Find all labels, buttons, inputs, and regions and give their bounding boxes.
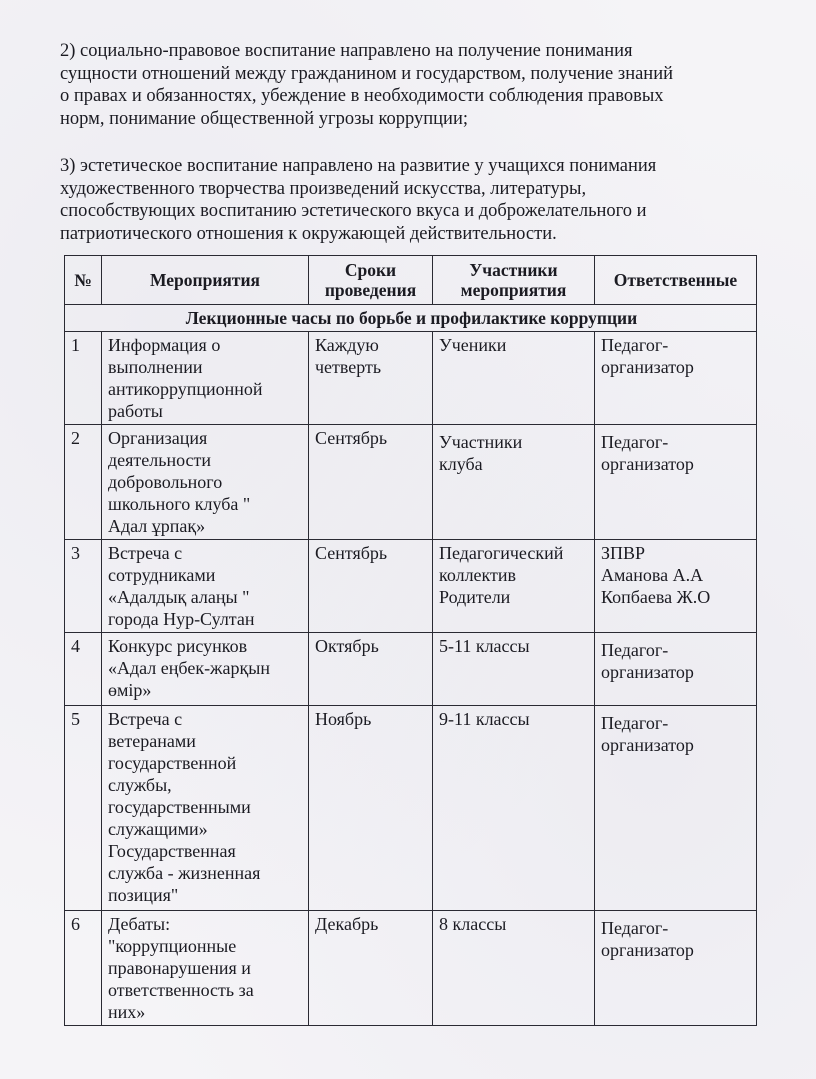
row-responsible: Педагог- организатор xyxy=(595,706,757,911)
row-responsible: Педагог- организатор xyxy=(595,332,757,425)
row-participants: 5-11 классы xyxy=(433,633,595,706)
row-participants: 9-11 классы xyxy=(433,706,595,911)
header-dates: Сроки проведения xyxy=(309,256,433,305)
header-num: № xyxy=(65,256,102,305)
row-num: 1 xyxy=(65,332,102,425)
table-row xyxy=(65,332,757,425)
header-responsible: Ответственные xyxy=(595,256,757,305)
row-responsible: Педагог- организатор xyxy=(595,911,757,1026)
row-participants: 8 классы xyxy=(433,911,595,1026)
row-num: 3 xyxy=(65,540,102,633)
section-title: Лекционные часы по борьбе и профилактике коррупции xyxy=(65,305,757,332)
table-row xyxy=(65,425,757,540)
row-num: 6 xyxy=(65,911,102,1026)
table-row xyxy=(65,633,757,706)
row-num: 5 xyxy=(65,706,102,911)
row-participants: Участники клуба xyxy=(433,425,595,540)
header-event: Мероприятия xyxy=(102,256,309,305)
row-participants: Педагогический коллектив Родители xyxy=(433,540,595,633)
paragraph-aesthetic: 3) эстетическое воспитание направлено на развитие у учащихся понимания художественного творчества произведений искусства, литературы, способствующих воспитанию эстетического вкуса и доброжелательного и патриотического отношения к окружающей действительности. xyxy=(60,156,657,244)
row-dates: Декабрь xyxy=(309,911,433,1026)
row-num: 4 xyxy=(65,633,102,706)
row-event: Дебаты: "коррупционные правонарушения и ответственность за них» xyxy=(102,911,309,1026)
row-dates: Сентябрь xyxy=(309,425,433,540)
row-responsible: ЗПВР Аманова А.А Копбаева Ж.О xyxy=(595,540,757,633)
header-participants: Участники мероприятия xyxy=(433,256,595,305)
row-num: 2 xyxy=(65,425,102,540)
row-event: Конкурс рисунков «Адал еңбек-жарқын өмір» xyxy=(102,633,309,706)
section-row xyxy=(65,305,757,332)
paragraph-social-legal: 2) социально-правовое воспитание направлено на получение понимания сущности отношений между гражданином и государством, получение знаний о правах и обязанностях, убеждение в необходимости соблюдения правовых норм, понимание общественной угрозы коррупции; xyxy=(60,41,674,129)
table-header-row xyxy=(65,256,757,305)
row-participants: Ученики xyxy=(433,332,595,425)
row-responsible: Педагог- организатор xyxy=(595,425,757,540)
anticorruption-plan-table xyxy=(64,255,757,1026)
row-responsible: Педагог- организатор xyxy=(595,633,757,706)
row-dates: Каждую четверть xyxy=(309,332,433,425)
row-dates: Октябрь xyxy=(309,633,433,706)
row-event: Организация деятельности добровольного школьного клуба " Адал ұрпақ» xyxy=(102,425,309,540)
table-row xyxy=(65,911,757,1026)
row-event: Встреча с сотрудниками «Адалдық алаңы " города Нур-Султан xyxy=(102,540,309,633)
row-event: Информация о выполнении антикоррупционной работы xyxy=(102,332,309,425)
row-dates: Сентябрь xyxy=(309,540,433,633)
row-dates: Ноябрь xyxy=(309,706,433,911)
table-row xyxy=(65,540,757,633)
row-event: Встреча с ветеранами государственной службы, государственными служащими» Государственная служба - жизненная позиция" xyxy=(102,706,309,911)
table-row xyxy=(65,706,757,911)
